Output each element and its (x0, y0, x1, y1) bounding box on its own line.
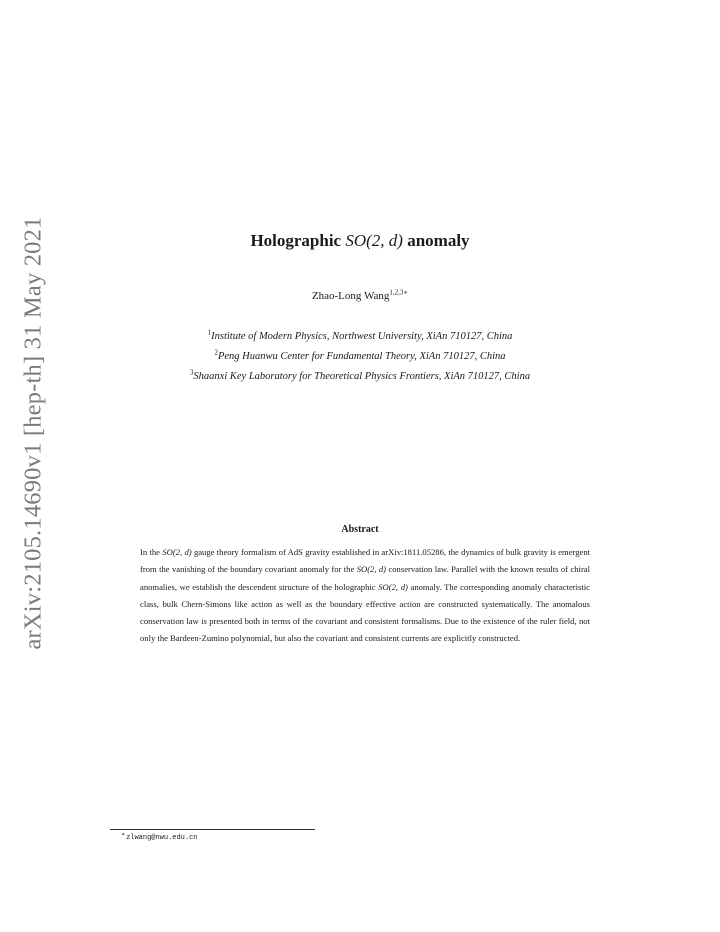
abstract-text-3: conservation law. Parallel with the known results of chiral anomalies, we establish the descendent structure of the holographic (140, 564, 591, 592)
affiliation-number: 3 (189, 368, 194, 377)
affiliation-number: 1 (207, 328, 212, 337)
footnote-email[interactable]: zlwang@nwu.edu.cn (126, 834, 198, 842)
affiliation-2 (0, 347, 720, 367)
abstract-heading: Abstract (341, 524, 379, 535)
author-affiliation-marks: 1,2,3∗ (389, 288, 409, 297)
arxiv-identifier-text: arXiv:2105.14690v1 [hep-th] 31 May 2021 (20, 216, 47, 650)
author-name: Zhao-Long Wang (311, 290, 390, 302)
arxiv-identifier-stamp (11, 216, 57, 650)
affiliation-number: 2 (214, 348, 218, 357)
title-prefix: Holographic (250, 231, 342, 250)
paper-title (0, 231, 720, 251)
footnote (121, 831, 198, 842)
affiliation-text: Peng Huanwu Center for Fundamental Theory, XiAn 710127, China (217, 351, 506, 362)
affiliation-list (0, 327, 720, 387)
title-math-group (345, 231, 403, 250)
affiliation-3 (0, 367, 720, 387)
affiliation-text: Shaanxi Key Laboratory for Theoretical Physics Frontiers, XiAn 710127, China (193, 371, 531, 382)
abstract-math-1: SO(2, d) (162, 547, 192, 557)
title-suffix: anomaly (407, 231, 470, 250)
abstract-math-2: SO(2, d) (356, 564, 387, 575)
abstract-body (140, 544, 590, 648)
abstract-text-1: In the (140, 547, 160, 557)
footnote-mark: ∗ (121, 831, 126, 838)
affiliation-text: Institute of Modern Physics, Northwest University, XiAn 710127, China (211, 331, 513, 342)
affiliation-1 (0, 327, 720, 347)
abstract-text-4: anomaly. The corresponding anomaly characteristic class, bulk Chern-Simons like action as well as the boundary effective action are constructed systematically. The anomalous conservation law is presented both in terms of the covariant and consistent formalisms. Due to the existence of the ruler field, not only the Bardeen-Zumino polynomial, but also the covariant and consistent currents are explicitly constructed. (140, 581, 590, 644)
footnote-divider (110, 829, 315, 830)
abstract-text-2: gauge theory formalism of AdS gravity established in arXiv:1811.05286, the dynamics of bulk gravity is emergent from the vanishing of the boundary covariant anomaly for the (140, 547, 591, 575)
author-line (0, 290, 720, 302)
title-math-text: SO(2, d) (345, 231, 403, 250)
abstract-math-3: SO(2, d) (378, 581, 408, 592)
